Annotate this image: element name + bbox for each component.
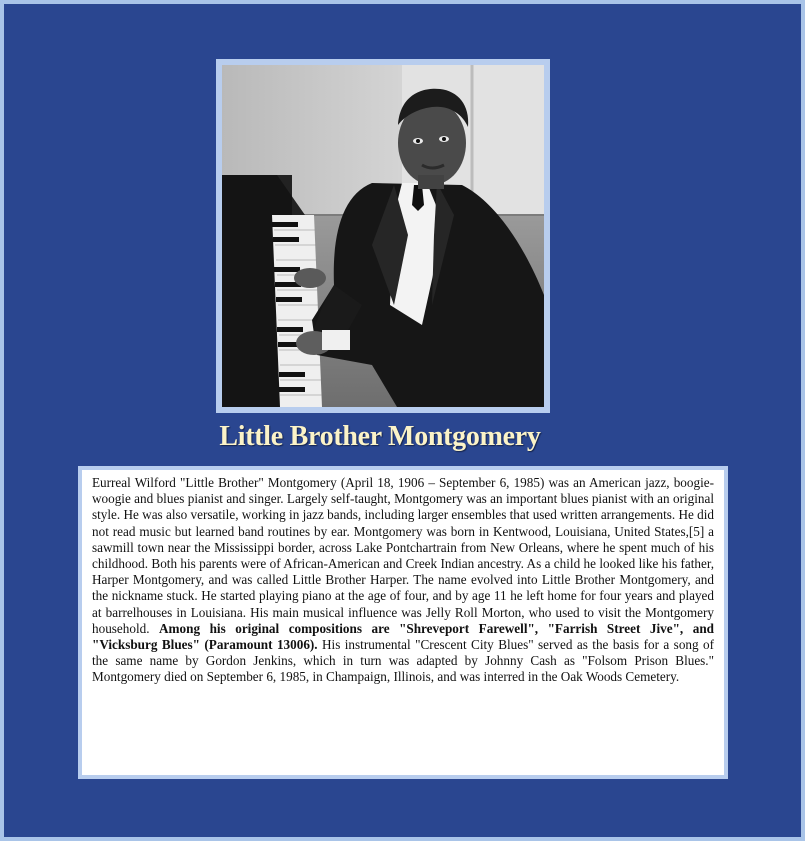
bio-box	[78, 466, 728, 779]
bio-text-bold: Among his original compositions are "Shreveport Farewell", "Farrish Street Jive", and "Vicksburg Blues" (Paramount 13006).	[92, 620, 714, 653]
portrait-photo	[222, 65, 544, 407]
bio-text-part1: Eurreal Wilford "Little Brother" Montgomery (April 18, 1906 – September 6, 1985) was an American jazz, boogie-woogie and blues pianist and singer. Largely self-taught, Montgomery was an important blues pianist with an original style. He was also versatile, working in jazz bands, including larger ensembles that used written arrangements. He did not read music but learned band routines by ear. Montgomery was born in Kentwood, Louisiana, United States,[5] a sawmill town near the Mississippi border, across Lake Pontchartrain from New Orleans, where he spent much of his childhood. Both his parents were of African-American and Creek Indian ancestry. As a child he looked like his father, Harper Montgomery, and was called Little Brother Harper. The name evolved into Little Brother Montgomery, and the nickname stuck. He started playing piano at the age of four, and by age 11 he left home for four years and played at barrelhouses in Louisiana. His main musical influence was Jelly Roll Morton, who used to visit the Montgomery household.	[92, 475, 714, 636]
photo-frame	[216, 59, 550, 413]
bio-paragraph	[92, 475, 714, 686]
bio-box-inner	[82, 470, 724, 775]
bio-text-part2: His instrumental "Crescent City Blues" served as the basis for a song of the same name by Gordon Jenkins, which in turn was adapted by Johnny Cash as "Folsom Prison Blues." Montgomery died on September 6, 1985, in Champaign, Illinois, and was interred in the Oak Woods Cemetery.	[92, 637, 715, 685]
page-frame	[4, 4, 801, 837]
page-title: Little Brother Montgomery	[219, 421, 541, 452]
portrait-illustration	[222, 65, 544, 407]
